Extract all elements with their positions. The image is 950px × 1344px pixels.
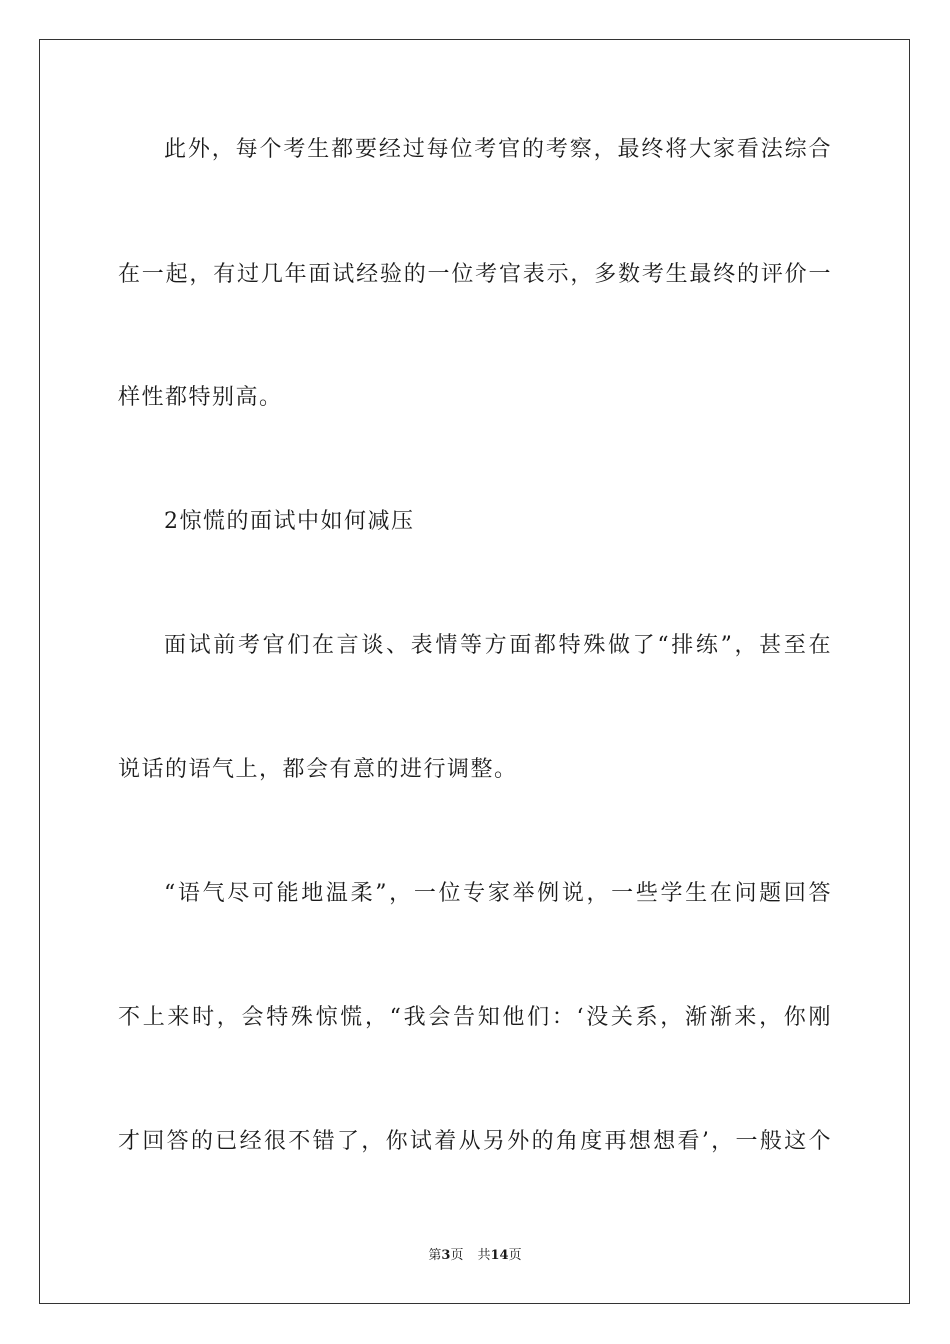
paragraph-1-line-1: 此外，每个考生都要经过每位考官的考察，最终将大家看法综合 <box>164 137 832 162</box>
paragraph-3-line-2: 说话的语气上，都会有意的进行调整。 <box>118 757 518 782</box>
footer-page-number: 3 <box>441 1248 451 1263</box>
footer-total-pages: 14 <box>490 1248 509 1263</box>
paragraph-4-line-1: “语气尽可能地温柔”，一位专家举例说，一些学生在问题回答 <box>164 881 832 906</box>
footer-total-prefix: 共 <box>477 1248 491 1263</box>
section-heading: 2惊慌的面试中如何减压 <box>164 509 415 534</box>
paragraph-4-line-2: 不上来时，会特殊惊慌，“我会告知他们：‘没关系，渐渐来，你刚 <box>118 1005 832 1030</box>
footer-page-suffix: 页 <box>450 1248 464 1263</box>
footer-total-suffix: 页 <box>508 1248 522 1263</box>
footer-page-prefix: 第 <box>428 1248 442 1263</box>
page-footer <box>0 1247 950 1265</box>
paragraph-1-line-2: 在一起，有过几年面试经验的一位考官表示，多数考生最终的评价一 <box>118 262 832 287</box>
paragraph-4-line-3: 才回答的已经很不错了，你试着从另外的角度再想想看’，一般这个 <box>118 1129 832 1154</box>
paragraph-1-line-3: 样性都特别高。 <box>118 385 283 410</box>
paragraph-3-line-1: 面试前考官们在言谈、表情等方面都特殊做了“排练”，甚至在 <box>164 633 832 658</box>
page-border <box>39 39 910 1304</box>
